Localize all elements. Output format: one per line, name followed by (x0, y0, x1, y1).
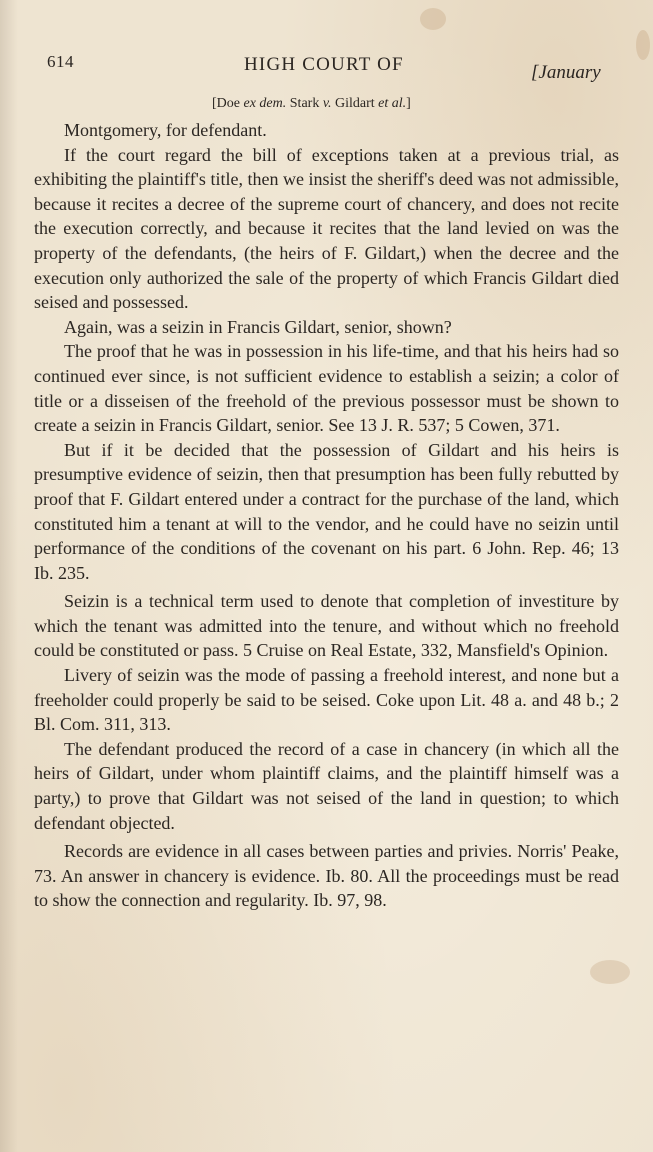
paragraph-seizin-question: Again, was a seizin in Francis Gildart, senior, shown? (64, 316, 452, 337)
page-header (0, 50, 653, 82)
body-text (34, 118, 619, 913)
paragraph-presumptive-evidence: But if it be decided that the possession of Gildart and his heirs is presumptive evidence of seizin, then that presumption has been fully rebutted by proof that F. Gildart entered under a contract for the purchase of the land, which constituted him a tenant at will to the vendor, and he could have no seizin until performance of the conditions of the covenant on his part. 6 John. Rep. 46; 13 Ib. 235. (34, 439, 619, 583)
paragraph-bill-of-exceptions: If the court regard the bill of exceptions taken at a previous trial, as exhibiting the plaintiff's title, then we insist the sheriff's deed was not admissible, because it recites a decree of the supreme court of chancery, and does not recite the execution correctly, and because it recites that the land levied on was the property of the defendants, (the heirs of F. Gildart,) when the decree and the execution only authorized the sale of the property of which Francis Gildart died seised and possessed. (34, 144, 619, 313)
foxing-stain (420, 8, 446, 30)
case-title-open: [Doe (212, 96, 244, 111)
case-title-close: ] (406, 96, 411, 111)
case-title (212, 96, 411, 112)
paragraph-seizin-definition: Seizin is a technical term used to denote that completion of investiture by which the tenant was admitted into the tenure, and without which no freehold could be constituted or pass. 5 Cruise on Real Estate, 332, Mansfield's Opinion. (34, 591, 619, 661)
spine-shadow (0, 0, 18, 1152)
paragraph-chancery-record: The defendant produced the record of a case in chancery (in which all the heirs of Gildart, under whom plaintiff claims, and the plaintiff himself was a party,) to prove that Gildart was not seised of the land in question; to which defendant objected. (34, 738, 619, 833)
page-number: 614 (47, 52, 74, 71)
paragraph-counsel: Montgomery, for defendant. (64, 120, 267, 140)
running-head: HIGH COURT OF (244, 54, 404, 75)
paragraph-livery-of-seizin: Livery of seizin was the mode of passing a freehold interest, and none but a freeholder could properly be said to be seised. Coke upon Lit. 48 a. and 48 b.; 2 Bl. Com. 311, 313. (34, 665, 619, 735)
case-title-middle: Stark (286, 96, 323, 111)
case-title-versus: v. (322, 96, 332, 111)
case-title-et-al: et al. (378, 96, 407, 111)
paragraph-records-evidence: Records are evidence in all cases between parties and privies. Norris' Peake, 73. An answer in chancery is evidence. Ib. 80. All the proceedings must be read to show the connection and regularity. Ib. 97, 98. (34, 841, 619, 911)
case-title-ex-dem: ex dem. (243, 96, 287, 111)
running-head-month: [January (531, 62, 601, 83)
case-title-name: Gildart (331, 96, 379, 111)
paragraph-proof-of-possession: The proof that he was in possession in his life-time, and that his heirs had so continued ever since, is not sufficient evidence to establish a seizin; a color of title or a disseisen of the freehold of the previous possessor must be shown to create a seizin in Francis Gildart, senior. See 13 J. R. 537; 5 Cowen, 371. (34, 341, 619, 436)
foxing-stain (590, 960, 630, 984)
